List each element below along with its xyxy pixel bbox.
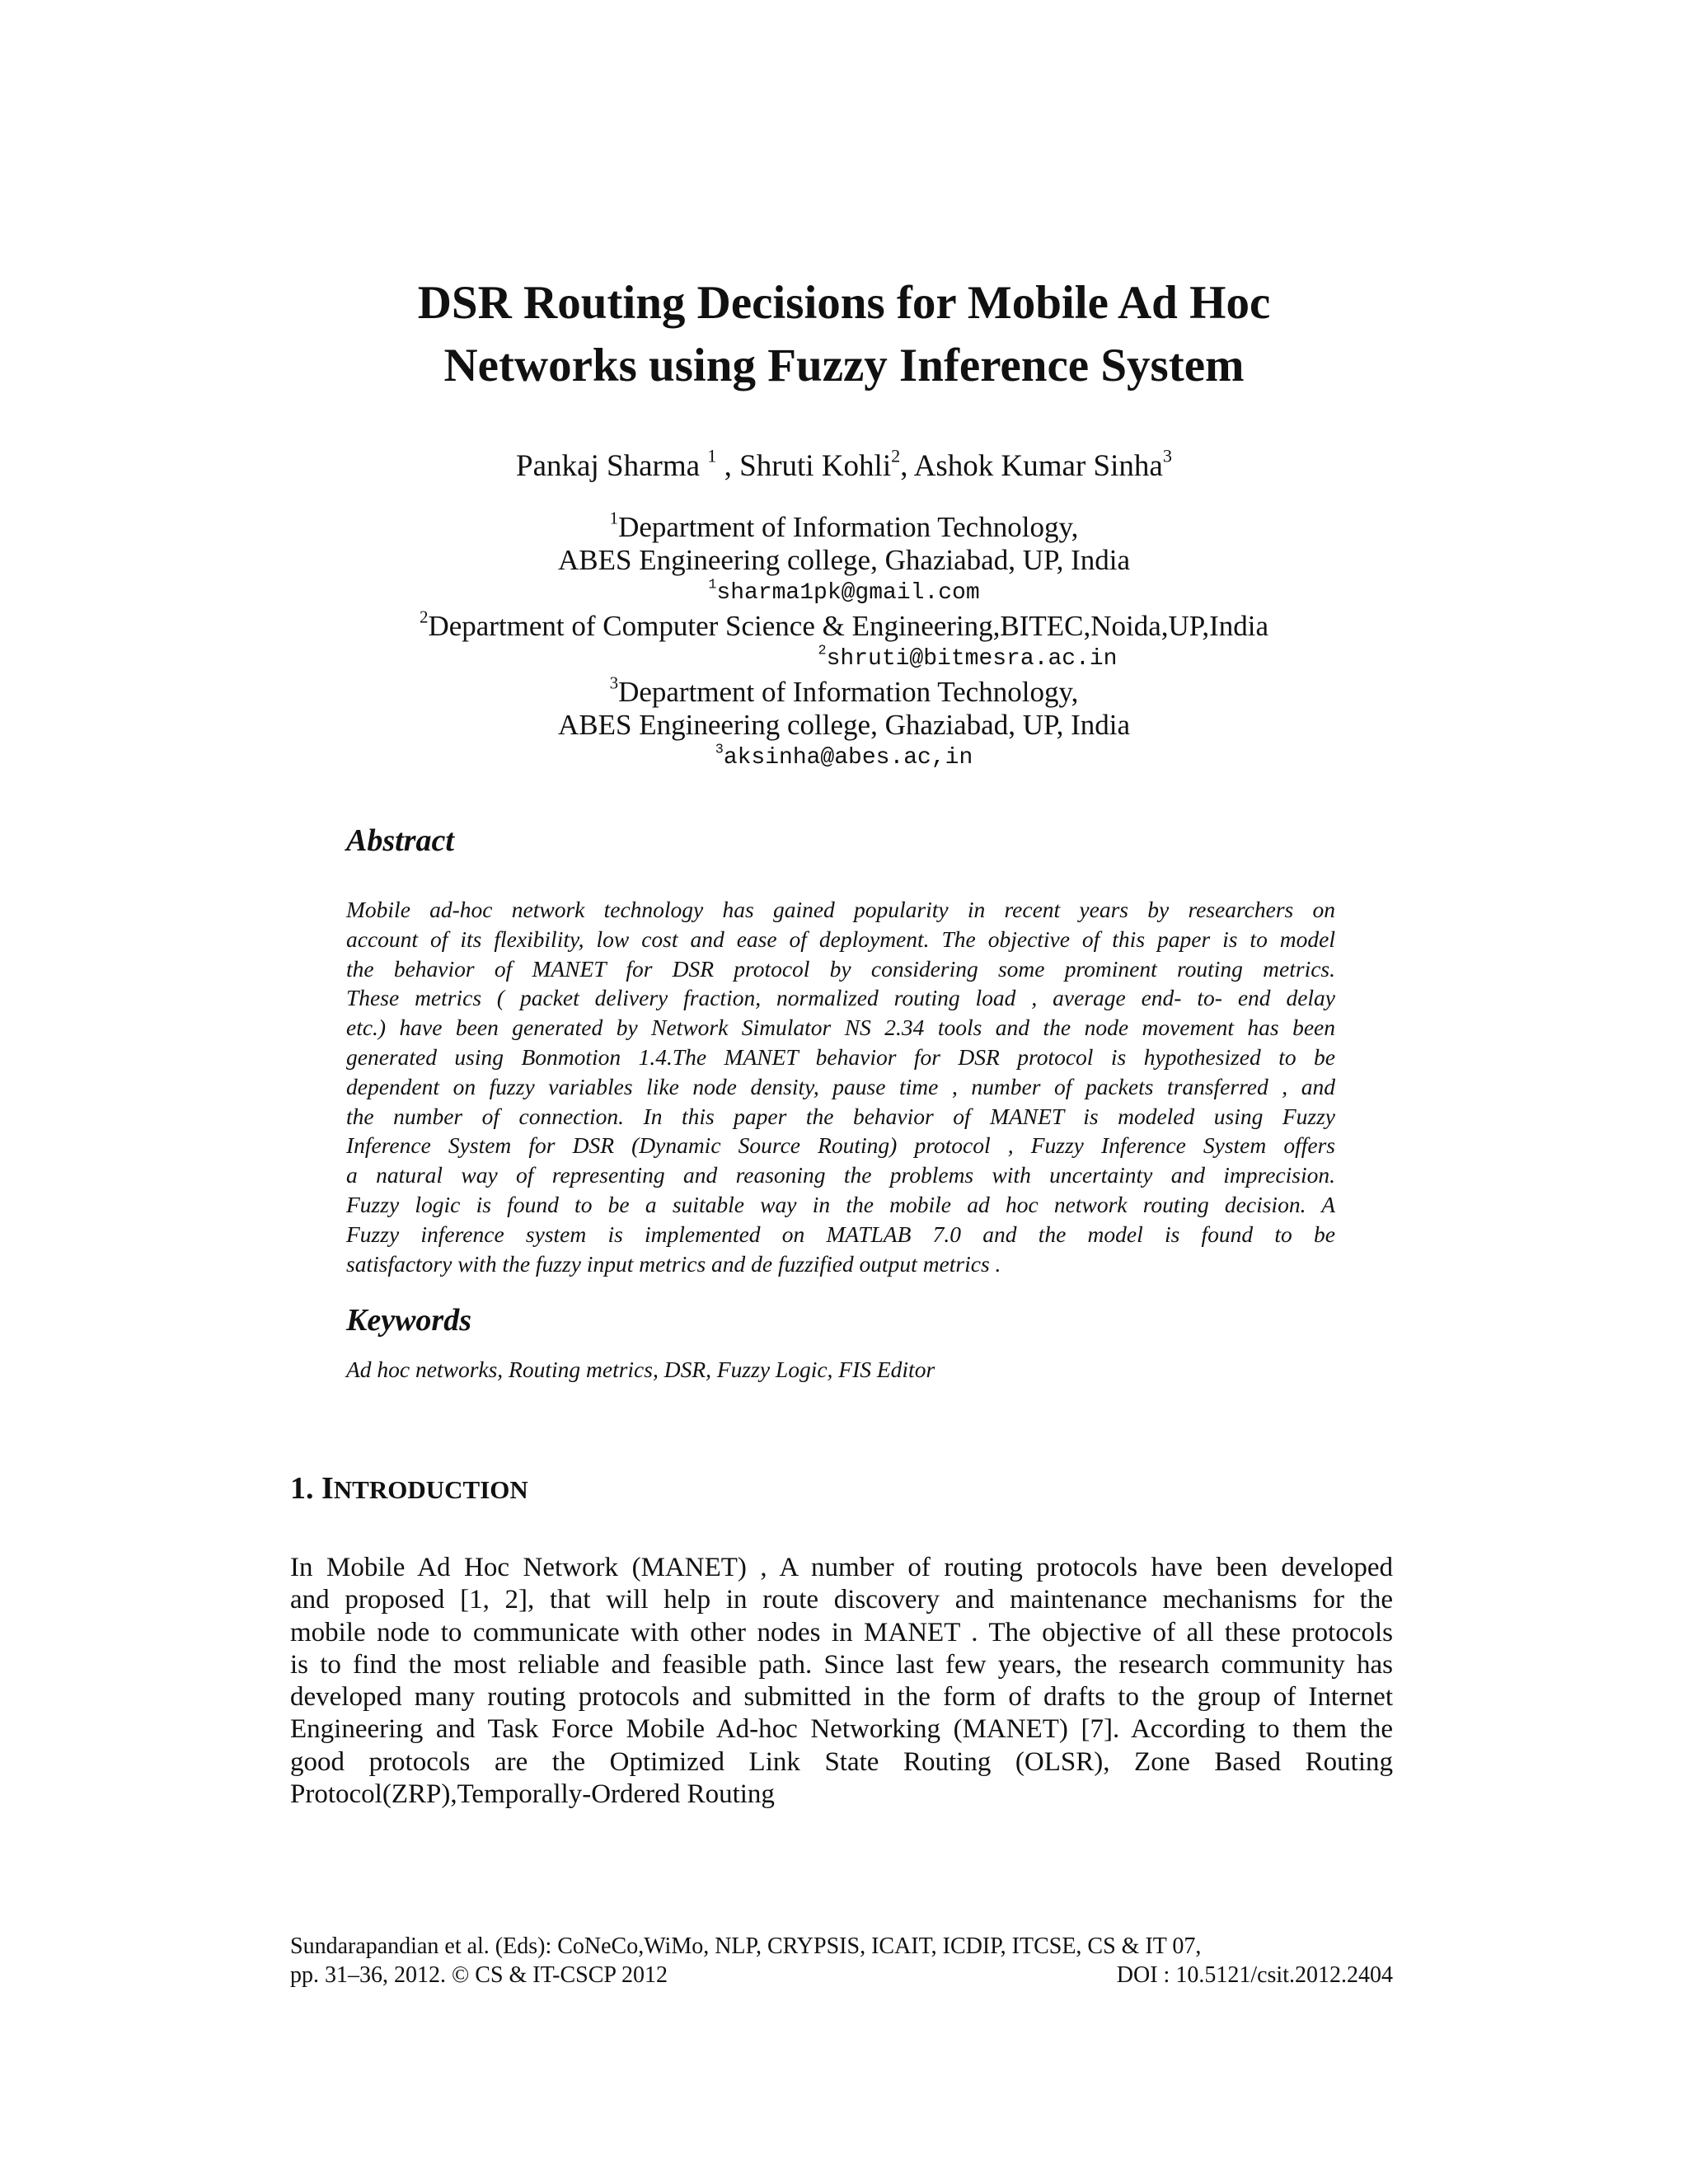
author-email[interactable] [0,577,1688,610]
author-affiliation-mark: 3 [1162,445,1172,466]
footer-citation: Sundarapandian et al. (Eds): CoNeCo,WiMo, NLP, CRYPSIS, ICAIT, ICDIP, ITCSE, CS & IT 07, [290,1933,1202,1959]
body-line: mobile node to communicate with other nodes in MANET . The objective of all these protocols [290,1617,1393,1647]
abstract-line: dependent on fuzzy variables like node density, pause time , number of packets transferred , and [346,1073,1335,1099]
abstract-line: Inference System for DSR (Dynamic Source Routing) protocol , Fuzzy Inference System offers [346,1132,1335,1159]
body-line: developed many routing protocols and submitted in the form of drafts to the group of Internet [290,1682,1393,1713]
footer-pages: pp. 31–36, 2012. © CS & IT-CSCP 2012 [290,1962,668,1988]
section-number: 1. I [290,1471,334,1506]
abstract-line: the behavior of MANET for DSR protocol by considering some prominent routing metrics. [346,955,1335,982]
body-line: and proposed [1, 2], that will help in route discovery and maintenance mechanisms for the [290,1585,1393,1615]
section-title: NTRODUCTION [333,1475,528,1504]
email-mark: 2 [818,643,827,659]
email-mark: 1 [708,577,717,593]
section-heading-introduction [290,1469,528,1510]
abstract-line: a natural way of representing and reasoning the problems with uncertainty and imprecision. [346,1162,1335,1188]
keywords-text: Ad hoc networks, Routing metrics, DSR, Fuzzy Logic, FIS Editor [346,1357,935,1382]
abstract-line: These metrics ( packet delivery fraction, normalized routing load , average end- to- end delay [346,985,1335,1011]
email-text[interactable]: shruti@bitmesra.ac.in [826,646,1118,672]
affiliation-block [0,508,1688,775]
author-affiliation-mark: 2 [891,445,901,466]
title-line: Networks using Fuzzy Inference System [443,340,1245,391]
keywords-heading: Keywords [346,1303,471,1338]
author-name: Shruti Kohli [739,449,892,483]
abstract-line: etc.) have been generated by Network Simulator NS 2.34 tools and the node movement has been [346,1015,1335,1041]
abstract-heading: Abstract [346,823,454,858]
email-mark: 3 [715,742,724,758]
page-footer [290,1932,1393,1990]
affiliation-department [0,508,1688,544]
affiliation-mark: 3 [609,673,619,693]
author-affiliation-mark: 1 [707,445,717,466]
affiliation-department-text: Department of Information Technology, [618,676,1079,708]
abstract-text [346,895,1335,1278]
body-line: good protocols are the Optimized Link State Routing (OLSR), Zone Based Routing [290,1746,1393,1777]
email-text[interactable]: aksinha@abes.ac,in [723,745,973,771]
author-name: Pankaj Sharma [516,449,708,483]
affiliation-department-text: Department of Computer Science & Engineering,BITEC,Noida,UP,India [428,610,1269,642]
abstract-line: Mobile ad-hoc network technology has gained popularity in recent years by researchers on [346,897,1335,922]
abstract-line: account of its flexibility, low cost and ease of deployment. The objective of this paper is to model [346,926,1335,952]
affiliation-department [0,607,1688,643]
author-list [0,443,1688,490]
affiliation-department-text: Department of Information Technology, [618,511,1079,543]
author-email[interactable] [0,643,1688,676]
abstract-line: generated using Bonmotion 1.4.The MANET behavior for DSR protocol is hypothesized to be [346,1043,1335,1070]
body-line: Engineering and Task Force Mobile Ad-hoc Networking (MANET) [7]. According to them the [290,1714,1393,1745]
affiliation-institution: ABES Engineering college, Ghaziabad, UP, India [558,709,1130,741]
body-line: is to find the most reliable and feasible path. Since last few years, the research community has [290,1649,1393,1680]
abstract-line: Fuzzy logic is found to be a suitable way in the mobile ad hoc network routing decision. A [346,1191,1335,1217]
body-line: In Mobile Ad Hoc Network (MANET) , A number of routing protocols have been developed [290,1553,1393,1582]
introduction-body [290,1552,1393,1811]
affiliation-department [0,673,1688,709]
abstract-line: the number of connection. In this paper the behavior of MANET is modeled using Fuzzy [346,1103,1335,1129]
abstract-line: Fuzzy inference system is implemented on MATLAB 7.0 and the model is found to be [346,1221,1335,1247]
title-line: DSR Routing Decisions for Mobile Ad Hoc [417,277,1271,329]
footer-doi[interactable]: DOI : 10.5121/csit.2012.2404 [1116,1962,1393,1988]
email-text[interactable]: sharma1pk@gmail.com [716,580,980,606]
footer-pages-row [290,1961,1393,1990]
affiliation-institution: ABES Engineering college, Ghaziabad, UP, India [558,544,1130,576]
author-separator: , [900,449,914,483]
affiliation-mark: 1 [609,508,619,528]
abstract-line: satisfactory with the fuzzy input metrics and de fuzzified output metrics . [346,1250,1001,1277]
paper-title [0,272,1688,397]
author-email[interactable] [0,742,1688,775]
body-line: Protocol(ZRP),Temporally-Ordered Routing [290,1779,775,1810]
author-name: Ashok Kumar Sinha [913,449,1163,483]
author-separator: , [716,449,740,483]
affiliation-mark: 2 [419,607,429,627]
